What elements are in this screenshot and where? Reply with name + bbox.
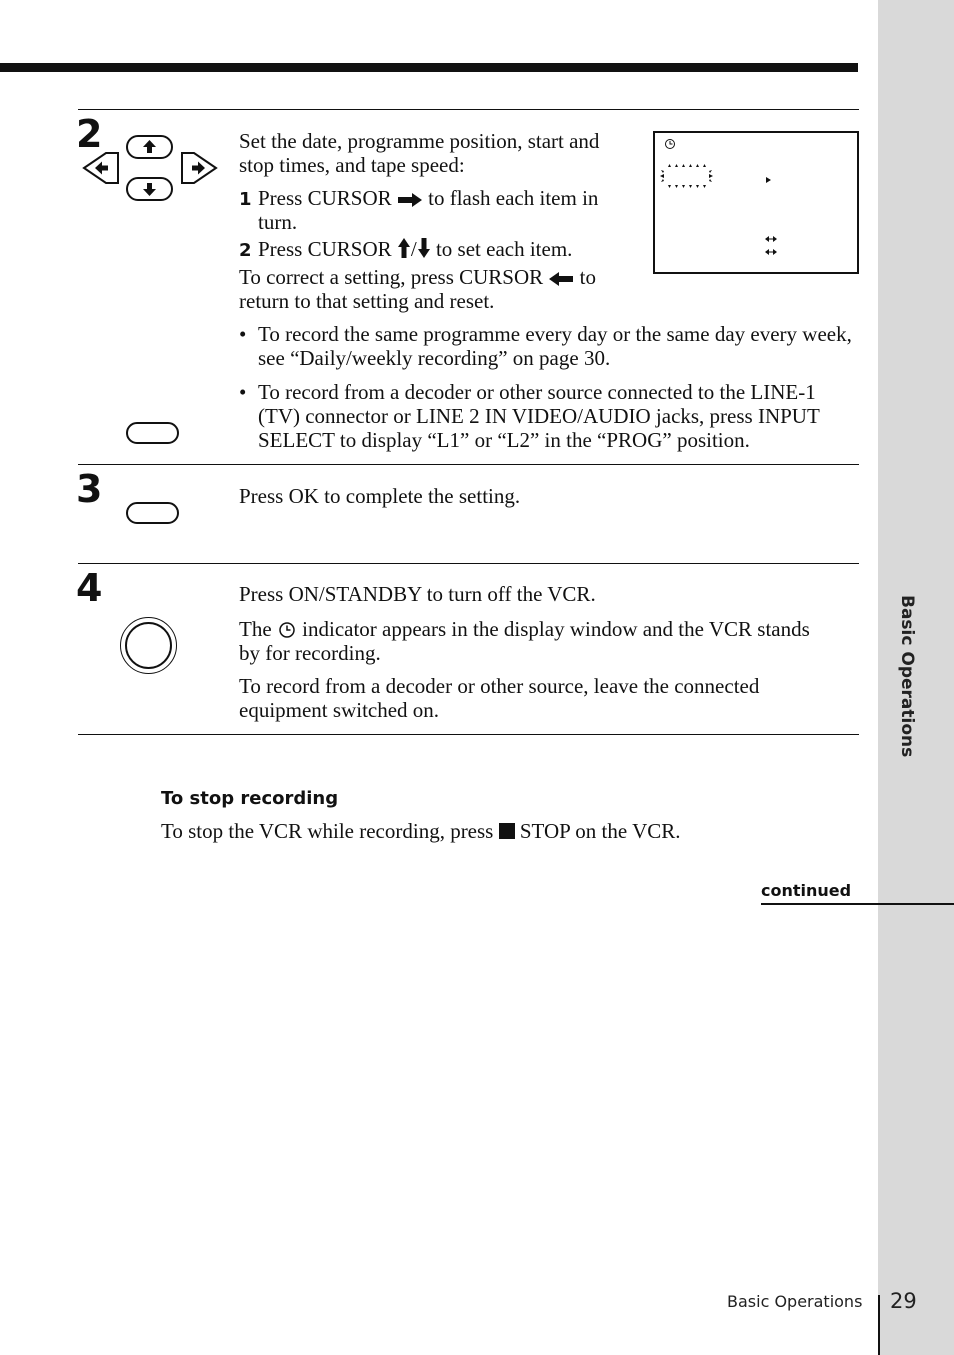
on-standby-button[interactable] bbox=[120, 617, 177, 674]
rule-step4-top bbox=[78, 563, 859, 564]
step4-text2-pre: The bbox=[239, 617, 272, 641]
step2-item2-pre: Press CURSOR bbox=[258, 237, 392, 261]
rule-step2-top bbox=[78, 109, 859, 110]
side-tab-label: Basic Operations bbox=[897, 595, 917, 758]
cursor-arrow-pad-icon bbox=[80, 132, 220, 204]
step2-correct-post: to return to that setting and reset. bbox=[239, 265, 596, 313]
stop-text-post: STOP on the VCR. bbox=[519, 819, 681, 843]
step2-item1-num-wrap bbox=[239, 186, 252, 212]
rule-step4-bottom bbox=[78, 734, 859, 735]
step4-text1: Press ON/STANDBY to turn off the VCR. bbox=[239, 582, 596, 606]
page-number: 29 bbox=[890, 1289, 917, 1313]
continued-rule bbox=[761, 903, 954, 905]
step2-correct-pre: To correct a setting, press CURSOR bbox=[239, 265, 544, 289]
step-number-4: 4 bbox=[76, 566, 103, 610]
step2-item1 bbox=[258, 186, 628, 234]
step2-item1-pre: Press CURSOR bbox=[258, 186, 392, 210]
step2-item2 bbox=[258, 237, 638, 261]
tv-screen-illustration bbox=[653, 131, 859, 274]
top-bar bbox=[0, 63, 858, 72]
step4-text3: To record from a decoder or other source, leave the connected equipment switched on. bbox=[239, 674, 760, 722]
footer-section-label: Basic Operations bbox=[727, 1292, 863, 1311]
step2-bullet1: To record the same programme every day or the same day every week, see “Daily/weekly recording” on page 30. bbox=[258, 322, 852, 370]
up-arrow-icon bbox=[397, 237, 411, 259]
step3-text: Press OK to complete the setting. bbox=[239, 484, 521, 508]
rule-step3-top bbox=[78, 464, 859, 465]
tv-screen-graphics bbox=[655, 133, 857, 272]
step-number-2: 2 bbox=[76, 112, 103, 156]
bullet1-char: • bbox=[239, 322, 247, 346]
side-tab-label-wrap bbox=[897, 595, 917, 765]
stop-text-pre: To stop the VCR while recording, press bbox=[161, 819, 494, 843]
step2-item2-num-wrap bbox=[239, 237, 252, 263]
step2-item1-num: 1 bbox=[239, 189, 252, 210]
timer-clock-icon bbox=[277, 621, 297, 639]
step2-correct bbox=[239, 265, 629, 313]
right-arrow-icon bbox=[397, 192, 423, 208]
ok-button[interactable] bbox=[126, 502, 179, 524]
footer-separator bbox=[878, 1295, 880, 1355]
continued-label: continued bbox=[761, 881, 852, 900]
step4-text2 bbox=[239, 617, 819, 665]
down-arrow-icon bbox=[417, 237, 431, 259]
stop-square-icon bbox=[499, 823, 515, 839]
step2-item2-sep: / bbox=[410, 237, 417, 261]
step2-item1-post: to flash each item in turn. bbox=[258, 186, 599, 234]
step2-item2-post: to set each item. bbox=[435, 237, 573, 261]
bullet2-char: • bbox=[239, 380, 247, 404]
step-number-3: 3 bbox=[76, 467, 103, 511]
input-select-button[interactable] bbox=[126, 422, 179, 444]
stop-recording-text bbox=[161, 819, 841, 843]
step2-bullet2: To record from a decoder or other source connected to the LINE-1 (TV) connector or LINE 2 IN VIDEO/AUDIO jacks, press INPUT SELECT to display “L1” or “L2” in the “PROG” position. bbox=[258, 380, 820, 452]
left-arrow-icon bbox=[548, 271, 574, 287]
step4-text2-post: indicator appears in the display window and the VCR stands by for recording. bbox=[239, 617, 810, 665]
step2-intro: Set the date, programme position, start and stop times, and tape speed: bbox=[239, 129, 600, 177]
step2-item2-num: 2 bbox=[239, 240, 252, 261]
stop-recording-heading: To stop recording bbox=[161, 788, 339, 809]
